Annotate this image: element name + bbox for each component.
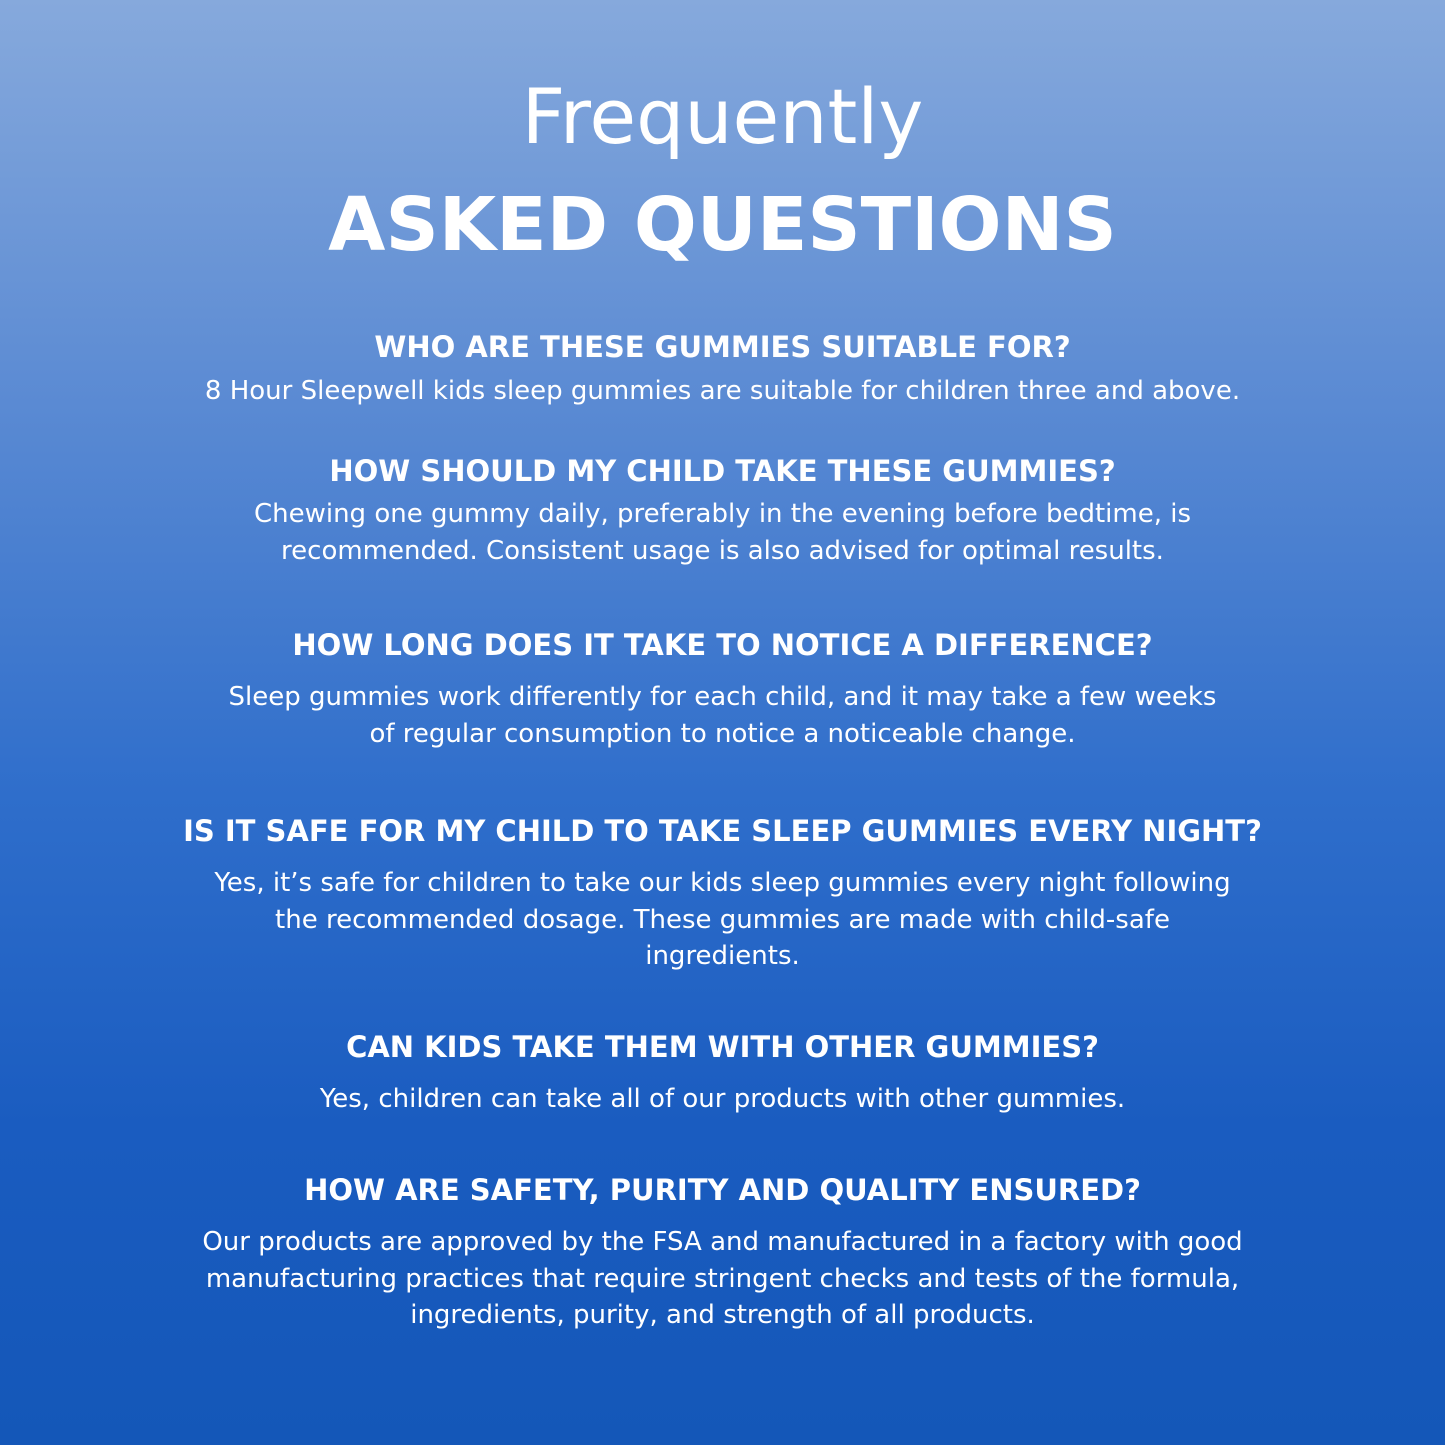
- faq-answer-line: Our products are approved by the FSA and manufactured in a factory with good: [202, 1227, 1243, 1257]
- faq-answer: [0, 496, 1445, 569]
- faq-item-other-gummies: [0, 1027, 1445, 1118]
- faq-answer: [0, 373, 1445, 410]
- faq-answer-line: of regular consumption to notice a noticeable change.: [369, 718, 1076, 749]
- faq-answer: [0, 1081, 1445, 1118]
- title-line-frequently: Frequently: [521, 72, 924, 161]
- faq-answer-line: the recommended dosage. These gummies are made with child-safe: [275, 904, 1170, 935]
- faq-answer-line: Yes, children can take all of our products with other gummies.: [319, 1084, 1126, 1114]
- faq-item-suitability: [0, 327, 1445, 410]
- faq-question: WHO ARE THESE GUMMIES SUITABLE FOR?: [374, 330, 1071, 364]
- faq-answer-line: ingredients.: [645, 941, 800, 971]
- faq-answer: [0, 1224, 1445, 1334]
- faq-question: CAN KIDS TAKE THEM WITH OTHER GUMMIES?: [346, 1030, 1099, 1064]
- faq-question: HOW LONG DOES IT TAKE TO NOTICE A DIFFERENCE?: [292, 628, 1153, 662]
- faq-answer: [0, 679, 1445, 752]
- faq-answer-line: Sleep gummies work differently for each child, and it may take a few weeks: [228, 682, 1217, 712]
- faq-item-time-to-notice: [0, 625, 1445, 752]
- faq-answer-line: Chewing one gummy daily, preferably in the evening before bedtime, is: [253, 499, 1192, 529]
- faq-answer-line: recommended. Consistent usage is also advised for optimal results.: [281, 535, 1164, 566]
- faq-question: IS IT SAFE FOR MY CHILD TO TAKE SLEEP GUMMIES EVERY NIGHT?: [183, 814, 1262, 848]
- title-line-asked-questions: ASKED QUESTIONS: [328, 182, 1117, 268]
- faq-answer: [0, 865, 1445, 975]
- faq-answer-line: manufacturing practices that require stringent checks and tests of the formula,: [205, 1263, 1240, 1294]
- faq-question: HOW SHOULD MY CHILD TAKE THESE GUMMIES?: [329, 454, 1116, 488]
- faq-answer-line: ingredients, purity, and strength of all products.: [410, 1300, 1035, 1330]
- faq-item-how-to-take: [0, 451, 1445, 569]
- faq-question: HOW ARE SAFETY, PURITY AND QUALITY ENSURED?: [304, 1173, 1141, 1207]
- faq-answer-line: 8 Hour Sleepwell kids sleep gummies are suitable for children three and above.: [204, 376, 1241, 406]
- faq-item-quality: [0, 1170, 1445, 1334]
- faq-answer-line: Yes, it’s safe for children to take our kids sleep gummies every night following: [214, 868, 1231, 898]
- faq-item-nightly-safety: [0, 811, 1445, 975]
